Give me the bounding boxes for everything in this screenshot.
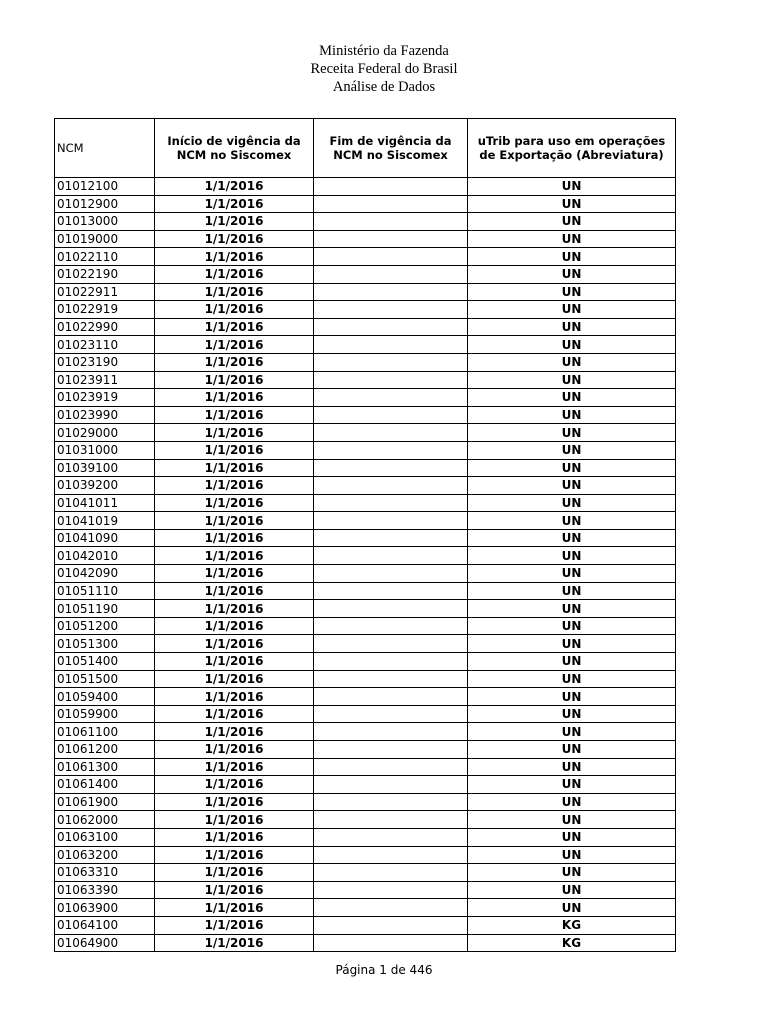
end-date-cell [314,688,468,706]
page-number: Página 1 de 446 [335,963,433,977]
start-date-cell: 1/1/2016 [155,424,314,442]
unit-cell: UN [468,653,676,671]
ncm-code-cell: 01051190 [55,600,155,618]
start-date-cell: 1/1/2016 [155,881,314,899]
start-date-cell: 1/1/2016 [155,301,314,319]
unit-cell: UN [468,811,676,829]
ncm-code-cell: 01041011 [55,494,155,512]
start-date-cell: 1/1/2016 [155,283,314,301]
table-row [55,301,676,319]
table-row [55,582,676,600]
start-date-cell: 1/1/2016 [155,600,314,618]
start-date-cell: 1/1/2016 [155,793,314,811]
start-date-cell: 1/1/2016 [155,529,314,547]
header-agency: Receita Federal do Brasil [310,61,458,77]
unit-cell: UN [468,547,676,565]
end-date-cell [314,582,468,600]
table-row [55,705,676,723]
unit-cell: UN [468,494,676,512]
end-date-cell [314,776,468,794]
unit-cell: UN [468,389,676,407]
end-date-cell [314,459,468,477]
start-date-cell: 1/1/2016 [155,371,314,389]
ncm-code-cell: 01059900 [55,705,155,723]
start-date-cell: 1/1/2016 [155,899,314,917]
start-date-cell: 1/1/2016 [155,547,314,565]
unit-cell: UN [468,195,676,213]
table-row [55,617,676,635]
start-date-cell: 1/1/2016 [155,565,314,583]
unit-cell: UN [468,336,676,354]
start-date-cell: 1/1/2016 [155,723,314,741]
ncm-code-cell: 01041019 [55,512,155,530]
ncm-code-cell: 01023919 [55,389,155,407]
table-row [55,723,676,741]
start-date-cell: 1/1/2016 [155,617,314,635]
start-date-cell: 1/1/2016 [155,653,314,671]
end-date-cell [314,811,468,829]
ncm-table [54,118,676,952]
start-date-cell: 1/1/2016 [155,916,314,934]
table-row [55,811,676,829]
table-row [55,336,676,354]
ncm-code-cell: 01022110 [55,248,155,266]
unit-cell: UN [468,881,676,899]
ncm-code-cell: 01063100 [55,828,155,846]
ncm-code-cell: 01023110 [55,336,155,354]
unit-cell: UN [468,776,676,794]
end-date-cell [314,547,468,565]
document-header [0,42,768,96]
end-date-cell [314,424,468,442]
start-date-cell: 1/1/2016 [155,213,314,231]
table-row [55,353,676,371]
end-date-cell [314,705,468,723]
end-date-cell [314,723,468,741]
end-date-cell [314,846,468,864]
table-row [55,547,676,565]
end-date-cell [314,406,468,424]
table-row [55,828,676,846]
ncm-table-header [55,119,676,178]
unit-cell: UN [468,424,676,442]
end-date-cell [314,178,468,196]
start-date-cell: 1/1/2016 [155,811,314,829]
ncm-code-cell: 01042090 [55,565,155,583]
unit-cell: UN [468,230,676,248]
table-row [55,741,676,759]
unit-cell: UN [468,670,676,688]
column-header-start: Início de vigência da NCM no Siscomex [155,119,314,178]
start-date-cell: 1/1/2016 [155,459,314,477]
unit-cell: UN [468,617,676,635]
ncm-code-cell: 01061400 [55,776,155,794]
end-date-cell [314,741,468,759]
end-date-cell [314,670,468,688]
end-date-cell [314,653,468,671]
column-header-end: Fim de vigência da NCM no Siscomex [314,119,468,178]
start-date-cell: 1/1/2016 [155,512,314,530]
start-date-cell: 1/1/2016 [155,864,314,882]
unit-cell: UN [468,529,676,547]
unit-cell: UN [468,635,676,653]
ncm-code-cell: 01062000 [55,811,155,829]
end-date-cell [314,265,468,283]
header-row [55,119,676,178]
start-date-cell: 1/1/2016 [155,230,314,248]
unit-cell: UN [468,213,676,231]
start-date-cell: 1/1/2016 [155,195,314,213]
start-date-cell: 1/1/2016 [155,688,314,706]
ncm-code-cell: 01022911 [55,283,155,301]
start-date-cell: 1/1/2016 [155,178,314,196]
unit-cell: UN [468,459,676,477]
ncm-code-cell: 01061300 [55,758,155,776]
end-date-cell [314,248,468,266]
start-date-cell: 1/1/2016 [155,741,314,759]
table-row [55,318,676,336]
end-date-cell [314,336,468,354]
ncm-code-cell: 01063390 [55,881,155,899]
start-date-cell: 1/1/2016 [155,336,314,354]
unit-cell: UN [468,793,676,811]
end-date-cell [314,934,468,952]
unit-cell: UN [468,371,676,389]
end-date-cell [314,477,468,495]
ncm-code-cell: 01012900 [55,195,155,213]
table-row [55,688,676,706]
unit-cell: UN [468,512,676,530]
unit-cell: UN [468,582,676,600]
end-date-cell [314,195,468,213]
table-row [55,565,676,583]
unit-cell: UN [468,723,676,741]
unit-cell: UN [468,477,676,495]
ncm-code-cell: 01061100 [55,723,155,741]
end-date-cell [314,441,468,459]
unit-cell: UN [468,441,676,459]
end-date-cell [314,389,468,407]
end-date-cell [314,758,468,776]
table-row [55,441,676,459]
start-date-cell: 1/1/2016 [155,776,314,794]
column-header-unit: uTrib para uso em operações de Exportação (Abreviatura) [468,119,676,178]
start-date-cell: 1/1/2016 [155,828,314,846]
table-row [55,635,676,653]
start-date-cell: 1/1/2016 [155,934,314,952]
table-row [55,459,676,477]
table-row [55,477,676,495]
table-row [55,776,676,794]
ncm-code-cell: 01063310 [55,864,155,882]
unit-cell: UN [468,899,676,917]
end-date-cell [314,864,468,882]
end-date-cell [314,881,468,899]
table-row [55,265,676,283]
table-row [55,406,676,424]
header-department: Análise de Dados [332,79,436,95]
ncm-code-cell: 01063200 [55,846,155,864]
ncm-code-cell: 01064100 [55,916,155,934]
ncm-code-cell: 01061900 [55,793,155,811]
ncm-code-cell: 01063900 [55,899,155,917]
unit-cell: UN [468,828,676,846]
unit-cell: UN [468,741,676,759]
end-date-cell [314,318,468,336]
unit-cell: UN [468,406,676,424]
ncm-code-cell: 01022919 [55,301,155,319]
end-date-cell [314,301,468,319]
unit-cell: UN [468,283,676,301]
ncm-code-cell: 01051300 [55,635,155,653]
start-date-cell: 1/1/2016 [155,406,314,424]
end-date-cell [314,283,468,301]
table-row [55,653,676,671]
ncm-code-cell: 01023911 [55,371,155,389]
table-row [55,494,676,512]
end-date-cell [314,617,468,635]
ncm-code-cell: 01022990 [55,318,155,336]
start-date-cell: 1/1/2016 [155,477,314,495]
unit-cell: UN [468,705,676,723]
ncm-code-cell: 01051110 [55,582,155,600]
unit-cell: UN [468,301,676,319]
start-date-cell: 1/1/2016 [155,670,314,688]
table-row [55,899,676,917]
ncm-code-cell: 01023990 [55,406,155,424]
table-row [55,424,676,442]
start-date-cell: 1/1/2016 [155,758,314,776]
start-date-cell: 1/1/2016 [155,705,314,723]
ncm-code-cell: 01019000 [55,230,155,248]
end-date-cell [314,230,468,248]
ncm-code-cell: 01059400 [55,688,155,706]
end-date-cell [314,793,468,811]
ncm-code-cell: 01039100 [55,459,155,477]
end-date-cell [314,916,468,934]
table-row [55,389,676,407]
table-row [55,864,676,882]
start-date-cell: 1/1/2016 [155,389,314,407]
unit-cell: UN [468,353,676,371]
start-date-cell: 1/1/2016 [155,248,314,266]
unit-cell: UN [468,600,676,618]
start-date-cell: 1/1/2016 [155,265,314,283]
end-date-cell [314,529,468,547]
start-date-cell: 1/1/2016 [155,582,314,600]
unit-cell: UN [468,758,676,776]
ncm-code-cell: 01061200 [55,741,155,759]
end-date-cell [314,635,468,653]
table-row [55,213,676,231]
table-row [55,758,676,776]
end-date-cell [314,213,468,231]
end-date-cell [314,371,468,389]
ncm-code-cell: 01031000 [55,441,155,459]
ncm-code-cell: 01051500 [55,670,155,688]
start-date-cell: 1/1/2016 [155,353,314,371]
unit-cell: KG [468,934,676,952]
start-date-cell: 1/1/2016 [155,846,314,864]
table-row [55,283,676,301]
table-row [55,916,676,934]
ncm-code-cell: 01042010 [55,547,155,565]
unit-cell: UN [468,318,676,336]
table-row [55,371,676,389]
table-row [55,178,676,196]
table-row [55,600,676,618]
ncm-code-cell: 01012100 [55,178,155,196]
ncm-code-cell: 01051200 [55,617,155,635]
start-date-cell: 1/1/2016 [155,318,314,336]
table-row [55,512,676,530]
ncm-code-cell: 01051400 [55,653,155,671]
ncm-code-cell: 01041090 [55,529,155,547]
start-date-cell: 1/1/2016 [155,635,314,653]
unit-cell: UN [468,688,676,706]
ncm-code-cell: 01022190 [55,265,155,283]
ncm-table-body [55,178,676,952]
ncm-code-cell: 01029000 [55,424,155,442]
end-date-cell [314,512,468,530]
end-date-cell [314,565,468,583]
table-row [55,248,676,266]
table-row [55,881,676,899]
end-date-cell [314,899,468,917]
unit-cell: UN [468,248,676,266]
end-date-cell [314,600,468,618]
end-date-cell [314,828,468,846]
ncm-code-cell: 01023190 [55,353,155,371]
end-date-cell [314,494,468,512]
table-row [55,670,676,688]
ncm-code-cell: 01039200 [55,477,155,495]
header-ministry: Ministério da Fazenda [319,43,449,59]
table-row [55,793,676,811]
unit-cell: UN [468,178,676,196]
table-row [55,195,676,213]
table-row [55,230,676,248]
end-date-cell [314,353,468,371]
ncm-code-cell: 01064900 [55,934,155,952]
unit-cell: UN [468,846,676,864]
unit-cell: UN [468,265,676,283]
start-date-cell: 1/1/2016 [155,441,314,459]
unit-cell: UN [468,864,676,882]
table-row [55,934,676,952]
column-header-ncm: NCM [55,119,155,178]
table-row [55,529,676,547]
unit-cell: UN [468,565,676,583]
start-date-cell: 1/1/2016 [155,494,314,512]
table-row [55,846,676,864]
unit-cell: KG [468,916,676,934]
ncm-code-cell: 01013000 [55,213,155,231]
